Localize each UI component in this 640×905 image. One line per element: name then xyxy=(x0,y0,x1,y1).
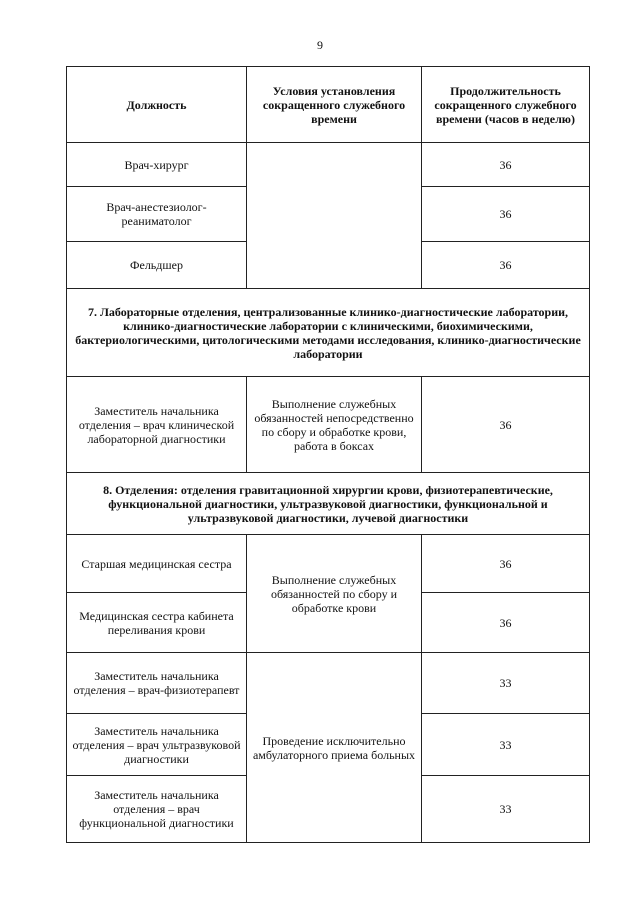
section-heading-row xyxy=(67,473,590,535)
position-cell: Заместитель начальника отделения – врач функциональной диагностики xyxy=(67,776,247,843)
table-row xyxy=(67,377,590,473)
condition-cell: Проведение исключительно амбулаторного приема больных xyxy=(247,653,422,843)
position-cell: Фельдшер xyxy=(67,242,247,289)
hours-cell: 36 xyxy=(422,242,590,289)
table-row xyxy=(67,535,590,593)
hours-cell: 36 xyxy=(422,143,590,187)
page-number: 9 xyxy=(317,38,323,52)
position-cell: Старшая медицинская сестра xyxy=(67,535,247,593)
section-7-title: 7. Лабораторные отделения, централизованные клинико-диагностические лаборатории, клинико-диагностические лаборатории с клиническими, биохимическими, бактериологическими, цитологическими методами исследования, клинико-диагностические лаборатории xyxy=(67,289,590,377)
header-conditions: Условия установления сокращенного служебного времени xyxy=(247,67,422,143)
condition-cell: Выполнение служебных обязанностей непосредственно по сбору и обработке крови, работа в боксах xyxy=(247,377,422,473)
table-row xyxy=(67,653,590,714)
hours-cell: 33 xyxy=(422,776,590,843)
header-row xyxy=(67,67,590,143)
hours-table xyxy=(66,66,590,843)
hours-cell: 36 xyxy=(422,593,590,653)
condition-cell: Выполнение служебных обязанностей по сбору и обработке крови xyxy=(247,535,422,653)
header-duration: Продолжительность сокращенного служебного времени (часов в неделю) xyxy=(422,67,590,143)
hours-cell: 36 xyxy=(422,187,590,242)
position-cell: Заместитель начальника отделения – врач-физиотерапевт xyxy=(67,653,247,714)
table-row xyxy=(67,143,590,187)
position-cell: Медицинская сестра кабинета переливания крови xyxy=(67,593,247,653)
condition-cell xyxy=(247,143,422,289)
hours-cell: 36 xyxy=(422,377,590,473)
position-cell: Заместитель начальника отделения – врач клинической лабораторной диагностики xyxy=(67,377,247,473)
section-heading-row xyxy=(67,289,590,377)
section-8-title: 8. Отделения: отделения гравитационной хирургии крови, физиотерапевтические, функциональной диагностики, ультразвуковой диагностики, функциональной и ультразвуковой диагностики, лучевой диагностики xyxy=(67,473,590,535)
hours-cell: 36 xyxy=(422,535,590,593)
position-cell: Врач-анестезиолог-реаниматолог xyxy=(67,187,247,242)
position-cell: Заместитель начальника отделения – врач ультразвуковой диагностики xyxy=(67,714,247,776)
hours-cell: 33 xyxy=(422,714,590,776)
hours-cell: 33 xyxy=(422,653,590,714)
header-position: Должность xyxy=(67,67,247,143)
position-cell: Врач-хирург xyxy=(67,143,247,187)
